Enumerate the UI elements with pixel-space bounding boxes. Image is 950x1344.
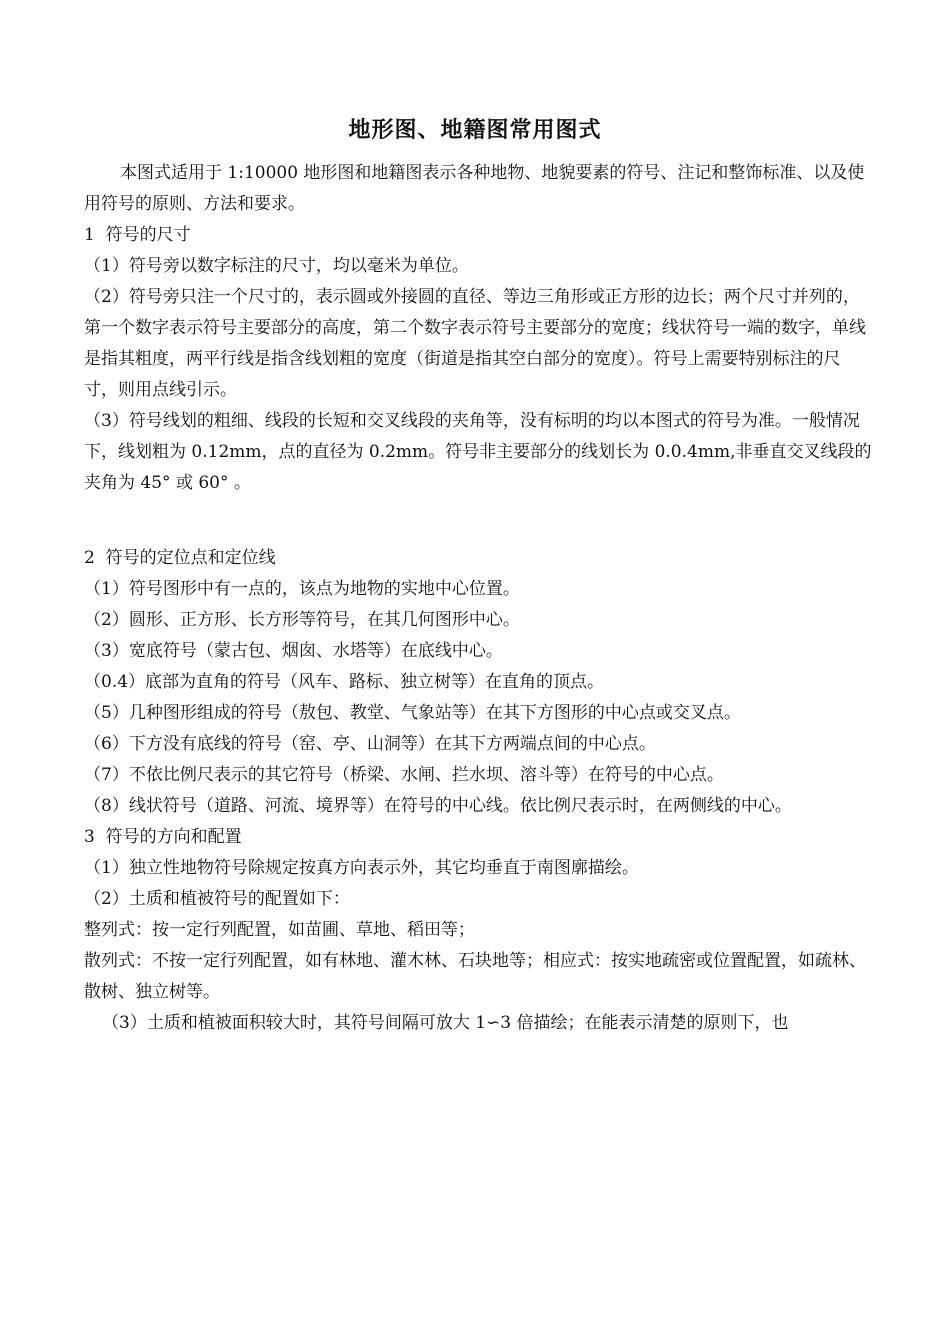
section-2-item: （2）圆形、正方形、长方形等符号，在其几何图形中心。 <box>84 610 520 630</box>
document-body <box>84 158 874 1039</box>
section-1-item: （1）符号旁以数字标注的尺寸，均以毫米为单位。 <box>84 256 469 276</box>
section-2-item: （7）不依比例尺表示的其它符号（桥梁、水闸、拦水坝、溶斗等）在符号的中心点。 <box>84 765 724 785</box>
section-3-item: 整列式：按一定行列配置，如苗圃、草地、稻田等； <box>84 920 475 940</box>
section-3-item: （1）独立性地物符号除规定按真方向表示外，其它均垂直于南图廓描绘。 <box>84 858 639 878</box>
section-spacer <box>84 499 874 543</box>
section-2-item: （0.4）底部为直角的符号（风车、路标、独立树等）在直角的顶点。 <box>84 672 605 692</box>
section-1-item: （3）符号线划的粗细、线段的长短和交叉线段的夹角等，没有标明的均以本图式的符号为准。一般情况下，线划粗为 0.12mm，点的直径为 0.2mm。符号非主要部分的线划长为 0.0.4mm,非垂直交叉线段的夹角为 45° 或 60° 。 <box>84 411 872 493</box>
section-2-item: （6）下方没有底线的符号（窑、亭、山洞等）在其下方两端点间的中心点。 <box>84 734 656 754</box>
section-2-item: （1）符号图形中有一点的，该点为地物的实地中心位置。 <box>84 579 520 599</box>
section-1-item: （2）符号旁只注一个尺寸的，表示圆或外接圆的直径、等边三角形或正方形的边长；两个尺寸并列的，第一个数字表示符号主要部分的高度，第二个数字表示符号主要部分的宽度；线状符号一端的数字，单线是指其粗度，两平行线是指含线划粗的宽度（街道是指其空白部分的宽度）。符号上需要特别标注的尺寸，则用点线引示。 <box>84 287 866 400</box>
intro-paragraph: 本图式适用于 1:10000 地形图和地籍图表示各种地物、地貌要素的符号、注记和整饰标准、以及使用符号的原则、方法和要求。 <box>84 163 865 214</box>
section-2-item: （3）宽底符号（蒙古包、烟囱、水塔等）在底线中心。 <box>84 641 503 661</box>
section-3-heading: 3 符号的方向和配置 <box>84 827 242 847</box>
section-1-heading: 1 符号的尺寸 <box>84 225 191 245</box>
document-title: 地形图、地籍图常用图式 <box>348 117 602 143</box>
section-2-heading: 2 符号的定位点和定位线 <box>84 548 276 568</box>
section-2-item: （8）线状符号（道路、河流、境界等）在符号的中心线。依比例尺表示时，在两侧线的中心。 <box>84 796 792 816</box>
section-2-item: （5）几种图形组成的符号（敖包、教堂、气象站等）在其下方图形的中心点或交叉点。 <box>84 703 741 723</box>
section-3-item: （2）土质和植被符号的配置如下： <box>84 889 350 909</box>
section-3-item: （3）土质和植被面积较大时，其符号间隔可放大 1∽3 倍描绘；在能表示清楚的原则下，也 <box>102 1013 789 1033</box>
section-3-item: 散列式：不按一定行列配置，如有林地、灌木林、石块地等；相应式：按实地疏密或位置配置，如疏林、散树、独立树等。 <box>84 951 866 1002</box>
